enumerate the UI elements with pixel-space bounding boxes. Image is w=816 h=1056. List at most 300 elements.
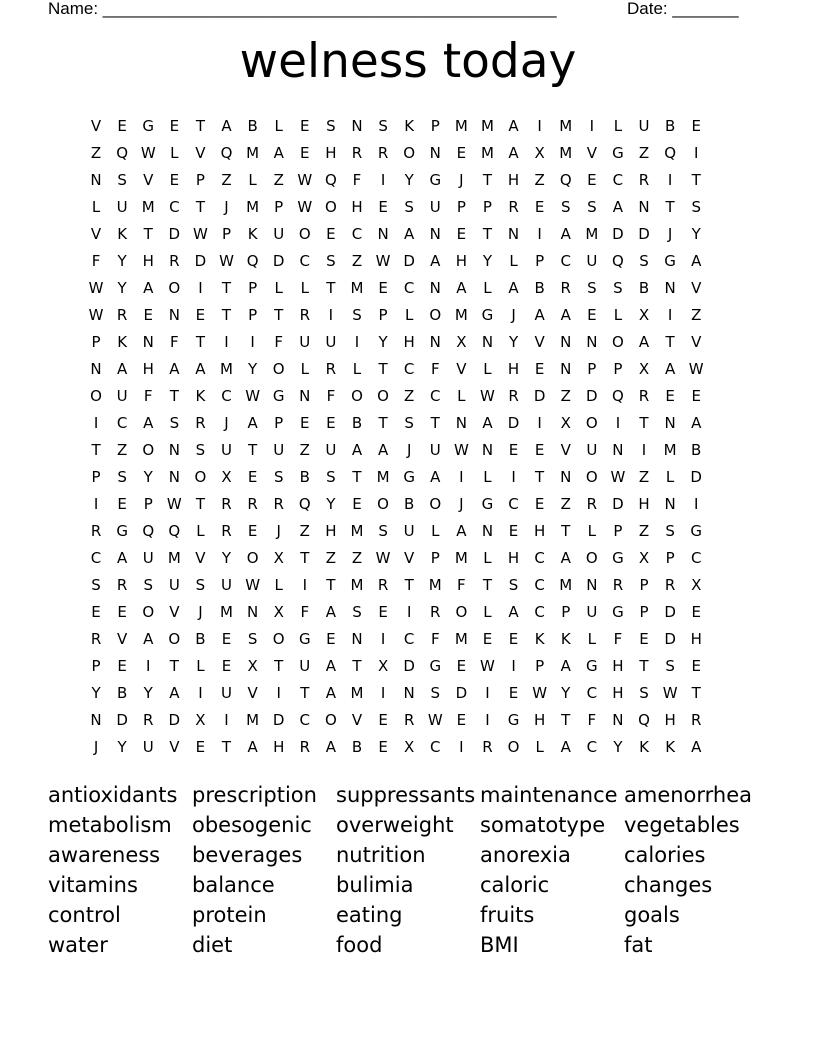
grid-letter: W xyxy=(375,252,391,270)
grid-letter: T xyxy=(665,333,675,351)
grid-letter: P xyxy=(378,306,388,324)
word-bank-item: overweight xyxy=(336,813,454,837)
grid-letter: O xyxy=(168,630,181,648)
grid-letter: E xyxy=(326,414,336,432)
grid-letter: T xyxy=(300,549,310,567)
grid-letter: K xyxy=(247,225,258,243)
grid-letter: C xyxy=(116,414,128,432)
grid-letter: G xyxy=(612,603,624,621)
word-bank-item: caloric xyxy=(480,873,550,897)
grid-letter: N xyxy=(612,441,624,459)
grid-row xyxy=(83,410,709,437)
grid-letter: D xyxy=(612,495,624,513)
grid-letter: O xyxy=(324,711,337,729)
grid-letter: A xyxy=(612,198,624,216)
grid-letter: E xyxy=(195,306,206,324)
grid-letter: M xyxy=(480,144,494,162)
grid-letter: Q xyxy=(664,144,677,162)
grid-letter: C xyxy=(586,738,598,756)
grid-letter: L xyxy=(483,603,492,621)
grid-letter: F xyxy=(457,576,466,594)
grid-letter: T xyxy=(91,441,101,459)
grid-letter: P xyxy=(639,576,649,594)
grid-letter: T xyxy=(665,198,675,216)
grid-letter: T xyxy=(482,576,493,594)
grid-letter: S xyxy=(560,198,571,216)
grid-letter: B xyxy=(299,468,310,486)
grid-letter: A xyxy=(508,144,519,162)
grid-letter: Z xyxy=(90,144,102,162)
grid-letter: K xyxy=(195,387,206,405)
grid-letter: W xyxy=(480,657,495,675)
word-bank-item: protein xyxy=(192,903,267,927)
grid-letter: P xyxy=(587,360,597,378)
grid-letter: S xyxy=(352,306,362,324)
grid-letter: Z xyxy=(534,171,545,189)
grid-letter: A xyxy=(325,738,337,756)
grid-row xyxy=(83,221,709,248)
grid-letter: K xyxy=(665,738,676,756)
grid-row xyxy=(83,734,709,761)
grid-letter: R xyxy=(612,576,624,594)
grid-letter: F xyxy=(613,630,623,648)
grid-letter: D xyxy=(168,711,181,729)
grid-letter: I xyxy=(302,576,308,594)
grid-letter: Y xyxy=(117,279,127,297)
grid-letter: A xyxy=(117,360,128,378)
grid-letter: H xyxy=(325,522,337,540)
grid-letter: M xyxy=(454,549,468,567)
grid-letter: E xyxy=(300,117,310,135)
grid-letter: A xyxy=(247,414,258,432)
grid-letter: T xyxy=(691,171,701,189)
word-bank-item: water xyxy=(48,933,108,957)
grid-letter: D xyxy=(403,657,415,675)
grid-letter: P xyxy=(248,279,258,297)
grid-letter: N xyxy=(168,306,180,324)
grid-letter: X xyxy=(195,711,206,729)
grid-letter: V xyxy=(117,630,128,648)
grid-letter: S xyxy=(587,198,597,216)
grid-letter: R xyxy=(221,522,232,540)
grid-letter: C xyxy=(221,387,232,405)
grid-letter: Y xyxy=(613,738,623,756)
grid-letter: Z xyxy=(117,441,128,459)
grid-letter: J xyxy=(459,171,464,189)
grid-letter: C xyxy=(534,549,545,567)
grid-letter: H xyxy=(142,252,154,270)
grid-letter: I xyxy=(485,684,490,702)
word-bank-item: somatotype xyxy=(480,813,606,837)
grid-letter: Z xyxy=(691,306,702,324)
word-bank xyxy=(48,780,768,960)
grid-letter: E xyxy=(300,144,310,162)
grid-letter: T xyxy=(639,657,649,675)
grid-letter: F xyxy=(430,630,440,648)
grid-letter: D xyxy=(507,414,520,432)
grid-letter: E xyxy=(691,387,701,405)
grid-letter: D xyxy=(194,252,207,270)
grid-letter: P xyxy=(482,198,492,216)
grid-letter: U xyxy=(586,252,598,270)
grid-letter: D xyxy=(664,630,676,648)
grid-letter: A xyxy=(169,684,180,702)
grid-letter: V xyxy=(195,549,206,567)
grid-letter: A xyxy=(560,225,571,243)
grid-letter: N xyxy=(560,333,572,351)
grid-letter: A xyxy=(169,360,180,378)
grid-letter: V xyxy=(351,711,363,729)
grid-letter: I xyxy=(589,117,595,135)
grid-letter: I xyxy=(328,306,334,324)
grid-letter: D xyxy=(272,252,285,270)
grid-letter: T xyxy=(221,738,232,756)
grid-letter: P xyxy=(613,522,623,540)
grid-letter: L xyxy=(535,738,544,756)
grid-letter: B xyxy=(247,117,258,135)
grid-letter: T xyxy=(326,279,336,297)
grid-letter: R xyxy=(90,522,102,540)
grid-letter: T xyxy=(352,657,362,675)
grid-row xyxy=(83,491,709,518)
grid-letter: O xyxy=(272,630,285,648)
grid-letter: I xyxy=(406,603,412,621)
grid-letter: R xyxy=(247,495,258,513)
grid-letter: W xyxy=(88,279,104,297)
grid-letter: M xyxy=(376,468,390,486)
grid-letter: U xyxy=(586,603,598,621)
grid-letter: C xyxy=(430,387,441,405)
grid-letter: E xyxy=(117,117,127,135)
grid-letter: T xyxy=(195,333,205,351)
grid-letter: C xyxy=(586,684,598,702)
word-bank-item: vegetables xyxy=(624,813,740,837)
grid-row xyxy=(83,626,709,653)
word-bank-item: vitamins xyxy=(48,873,138,897)
word-bank-item: control xyxy=(48,903,121,927)
grid-letter: E xyxy=(534,198,545,216)
grid-letter: M xyxy=(663,441,677,459)
grid-letter: C xyxy=(612,171,624,189)
grid-letter: U xyxy=(273,225,285,243)
grid-letter: Z xyxy=(299,441,310,459)
grid-letter: M xyxy=(246,198,260,216)
grid-letter: I xyxy=(93,414,99,432)
grid-letter: A xyxy=(195,360,206,378)
grid-letter: E xyxy=(378,198,388,216)
grid-letter: I xyxy=(224,333,229,351)
grid-letter: H xyxy=(507,549,520,567)
grid-letter: U xyxy=(168,576,180,594)
grid-letter: N xyxy=(560,468,572,486)
grid-letter: E xyxy=(326,630,336,648)
grid-letter: N xyxy=(168,441,180,459)
grid-letter: N xyxy=(664,279,676,297)
grid-letter: G xyxy=(298,630,311,648)
grid-letter: N xyxy=(455,414,467,432)
grid-letter: I xyxy=(615,414,621,432)
grid-letter: D xyxy=(586,387,598,405)
grid-letter: M xyxy=(350,522,364,540)
grid-letter: Y xyxy=(508,333,519,351)
grid-letter: I xyxy=(537,117,542,135)
grid-letter: C xyxy=(430,738,441,756)
grid-letter: E xyxy=(587,306,597,324)
grid-letter: C xyxy=(299,711,311,729)
grid-letter: G xyxy=(142,117,155,135)
grid-letter: R xyxy=(90,630,102,648)
grid-letter: C xyxy=(403,360,415,378)
grid-letter: A xyxy=(560,738,571,756)
grid-letter: S xyxy=(169,414,180,432)
grid-letter: I xyxy=(198,684,203,702)
grid-letter: Y xyxy=(326,495,336,513)
grid-letter: O xyxy=(168,279,181,297)
grid-letter: N xyxy=(90,360,102,378)
word-bank-item: amenorrhea xyxy=(624,783,753,807)
grid-letter: G xyxy=(690,522,703,540)
grid-letter: G xyxy=(272,387,285,405)
grid-letter: E xyxy=(247,468,258,486)
grid-letter: C xyxy=(560,252,571,270)
grid-letter: K xyxy=(117,225,128,243)
grid-letter: A xyxy=(325,684,337,702)
grid-letter: H xyxy=(664,711,676,729)
grid-letter: I xyxy=(485,711,490,729)
grid-letter: R xyxy=(638,387,650,405)
grid-letter: X xyxy=(456,333,467,351)
grid-letter: A xyxy=(456,279,467,297)
grid-row xyxy=(83,572,709,599)
grid-letter: H xyxy=(534,522,546,540)
grid-letter: O xyxy=(455,603,468,621)
grid-letter: S xyxy=(665,522,675,540)
grid-letter: E xyxy=(587,171,597,189)
word-bank-item: food xyxy=(336,933,383,957)
grid-letter: A xyxy=(560,549,571,567)
grid-letter: C xyxy=(690,549,702,567)
grid-letter: Y xyxy=(404,171,414,189)
grid-letter: X xyxy=(273,549,284,567)
grid-letter: C xyxy=(403,279,415,297)
grid-letter: X xyxy=(534,144,545,162)
grid-letter: L xyxy=(274,576,283,594)
grid-letter: W xyxy=(88,306,104,324)
grid-letter: U xyxy=(142,738,154,756)
grid-letter: F xyxy=(143,387,153,405)
grid-letter: U xyxy=(586,441,598,459)
grid-letter: N xyxy=(429,144,441,162)
grid-letter: X xyxy=(377,657,389,675)
grid-letter: T xyxy=(430,414,440,432)
grid-letter: L xyxy=(483,549,492,567)
word-bank-item: anorexia xyxy=(480,843,571,867)
grid-letter: I xyxy=(537,225,542,243)
grid-letter: P xyxy=(91,657,101,675)
grid-letter: P xyxy=(535,252,545,270)
grid-letter: I xyxy=(693,495,699,513)
grid-letter: V xyxy=(90,117,102,135)
grid-letter: R xyxy=(586,495,598,513)
grid-letter: P xyxy=(91,333,101,351)
grid-letter: H xyxy=(507,171,520,189)
grid-letter: Y xyxy=(143,468,153,486)
grid-letter: B xyxy=(664,117,676,135)
grid-letter: P xyxy=(613,360,623,378)
grid-letter: I xyxy=(198,279,203,297)
grid-letter: M xyxy=(350,576,364,594)
grid-letter: B xyxy=(195,630,206,648)
grid-letter: G xyxy=(116,522,128,540)
grid-letter: Z xyxy=(351,549,363,567)
grid-letter: N xyxy=(507,225,520,243)
grid-letter: D xyxy=(168,225,181,243)
grid-letter: H xyxy=(455,252,467,270)
grid-letter: O xyxy=(142,603,155,621)
grid-letter: S xyxy=(117,171,127,189)
grid-letter: F xyxy=(352,171,362,189)
grid-letter: U xyxy=(142,549,154,567)
grid-letter: P xyxy=(221,225,232,243)
grid-letter: N xyxy=(90,711,102,729)
grid-letter: T xyxy=(535,468,545,486)
grid-letter: J xyxy=(224,414,229,432)
word-bank-item: diet xyxy=(192,933,233,957)
grid-letter: R xyxy=(299,306,311,324)
grid-letter: R xyxy=(430,603,441,621)
grid-letter: A xyxy=(664,360,676,378)
grid-letter: R xyxy=(377,576,389,594)
grid-letter: R xyxy=(143,711,154,729)
grid-letter: A xyxy=(508,279,519,297)
grid-letter: Y xyxy=(378,333,388,351)
grid-letter: V xyxy=(586,144,597,162)
grid-letter: I xyxy=(641,441,647,459)
grid-letter: E xyxy=(482,630,493,648)
grid-letter: W xyxy=(375,549,391,567)
grid-letter: N xyxy=(481,333,494,351)
grid-letter: J xyxy=(406,441,412,459)
grid-letter: O xyxy=(429,495,442,513)
grid-letter: O xyxy=(246,549,259,567)
grid-letter: W xyxy=(532,684,548,702)
grid-letter: O xyxy=(142,441,155,459)
word-bank-item: BMI xyxy=(480,933,519,957)
grid-letter: L xyxy=(404,306,414,324)
grid-letter: O xyxy=(403,144,416,162)
grid-letter: F xyxy=(430,360,440,378)
grid-row xyxy=(83,545,709,572)
grid-letter: L xyxy=(196,522,205,540)
grid-letter: K xyxy=(534,630,545,648)
grid-letter: G xyxy=(429,657,442,675)
grid-letter: R xyxy=(377,144,389,162)
grid-letter: D xyxy=(690,468,702,486)
grid-letter: X xyxy=(247,657,258,675)
word-bank-item: prescription xyxy=(192,783,317,807)
grid-letter: B xyxy=(404,495,415,513)
grid-letter: P xyxy=(248,306,258,324)
grid-letter: G xyxy=(664,252,676,270)
grid-letter: U xyxy=(116,198,128,216)
grid-letter: N xyxy=(560,360,572,378)
word-bank-item: balance xyxy=(192,873,275,897)
grid-letter: N xyxy=(664,495,676,513)
grid-letter: U xyxy=(429,441,441,459)
grid-letter: T xyxy=(404,576,414,594)
grid-letter: I xyxy=(693,144,699,162)
grid-letter: M xyxy=(454,306,468,324)
grid-letter: T xyxy=(561,522,571,540)
grid-letter: B xyxy=(638,279,650,297)
grid-letter: E xyxy=(691,117,701,135)
grid-letter: V xyxy=(534,333,545,351)
grid-letter: U xyxy=(325,441,337,459)
letter-grid xyxy=(83,113,709,761)
grid-letter: N xyxy=(299,387,311,405)
word-bank-item: beverages xyxy=(192,843,303,867)
grid-letter: T xyxy=(248,441,258,459)
grid-letter: Q xyxy=(168,522,181,540)
grid-letter: E xyxy=(169,117,180,135)
grid-letter: W xyxy=(427,711,443,729)
grid-letter: W xyxy=(610,468,626,486)
grid-letter: G xyxy=(507,711,520,729)
grid-letter: D xyxy=(612,225,624,243)
grid-letter: S xyxy=(613,279,623,297)
grid-letter: W xyxy=(219,252,234,270)
grid-letter: L xyxy=(300,360,309,378)
grid-letter: K xyxy=(560,630,571,648)
grid-letter: B xyxy=(691,441,702,459)
grid-letter: T xyxy=(300,684,310,702)
grid-row xyxy=(83,140,709,167)
grid-letter: L xyxy=(509,252,518,270)
grid-letter: Z xyxy=(351,252,363,270)
grid-letter: T xyxy=(195,495,205,513)
grid-row xyxy=(83,464,709,491)
grid-letter: U xyxy=(325,333,337,351)
grid-letter: R xyxy=(299,738,311,756)
grid-letter: S xyxy=(639,252,649,270)
grid-letter: R xyxy=(664,576,676,594)
grid-letter: F xyxy=(300,603,310,621)
grid-letter: E xyxy=(456,144,467,162)
grid-letter: J xyxy=(276,522,281,540)
word-bank-item: eating xyxy=(336,903,403,927)
grid-letter: S xyxy=(91,576,101,594)
grid-letter: W xyxy=(453,441,469,459)
grid-letter: V xyxy=(90,225,102,243)
grid-letter: V xyxy=(691,333,702,351)
grid-letter: P xyxy=(430,549,440,567)
grid-letter: T xyxy=(169,387,179,405)
grid-letter: S xyxy=(378,117,388,135)
grid-letter: A xyxy=(430,468,441,486)
grid-letter: R xyxy=(403,711,415,729)
grid-letter: H xyxy=(638,495,650,513)
grid-letter: O xyxy=(90,387,102,405)
grid-letter: S xyxy=(404,414,414,432)
grid-letter: U xyxy=(273,441,285,459)
grid-letter: X xyxy=(273,603,284,621)
grid-letter: Z xyxy=(638,522,650,540)
grid-letter: L xyxy=(91,198,101,216)
grid-letter: P xyxy=(430,117,440,135)
grid-letter: M xyxy=(454,630,468,648)
grid-letter: E xyxy=(534,360,545,378)
grid-letter: X xyxy=(691,576,702,594)
